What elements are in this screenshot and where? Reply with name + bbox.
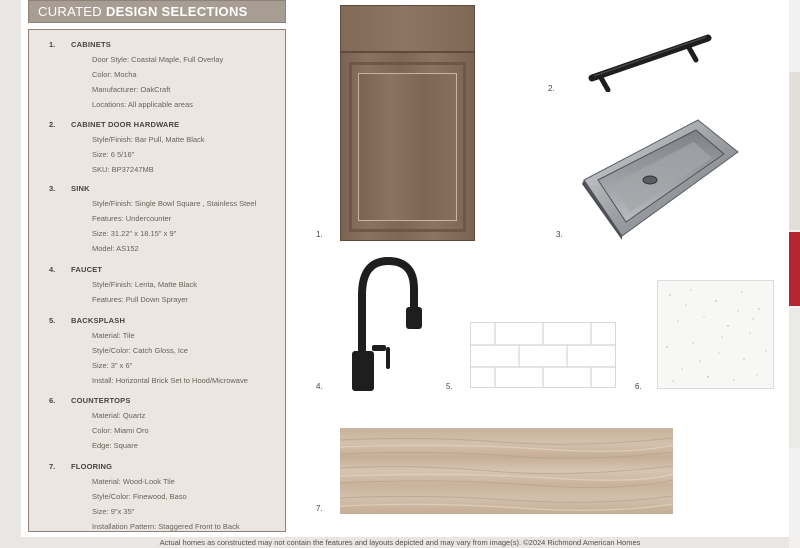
- section-detail: Door Style: Coastal Maple, Full Overlay: [92, 55, 224, 64]
- page-title-light: CURATED: [38, 4, 102, 19]
- adjacent-page-segment: [789, 72, 800, 230]
- cabinet-drawer-front: [341, 6, 474, 53]
- section-detail: Installation Pattern: Staggered Front to Back: [92, 522, 240, 531]
- section-detail: Locations: All applicable areas: [92, 100, 193, 109]
- section-detail: Style/Color: Finewood, Baso: [92, 492, 187, 501]
- section-number: 1.: [49, 40, 56, 49]
- section-number: 6.: [49, 396, 56, 405]
- cabinet-door-panel: [358, 73, 457, 221]
- section-title: CABINETS: [71, 40, 111, 49]
- image-label-backsplash: 5.: [446, 382, 453, 391]
- section-detail: Style/Finish: Lenta, Matte Black: [92, 280, 198, 289]
- section-number: 7.: [49, 462, 56, 471]
- section-number: 3.: [49, 184, 56, 193]
- adjacent-page-red-segment: [789, 232, 800, 306]
- page-title-bar: [28, 0, 286, 23]
- disclaimer-footer: Actual homes as constructed may not contain the features and layouts depicted and may vary from image(s). ©2024 Richmond American Homes: [159, 538, 641, 547]
- image-label-hardware: 2.: [548, 84, 555, 93]
- section-number: 5.: [49, 316, 56, 325]
- stainless-sink-image: [578, 118, 740, 240]
- wood-look-tile-image: [340, 428, 673, 514]
- section-detail: Style/Finish: Single Bowl Square , Stainless Steel: [92, 199, 257, 208]
- section-title: FLOORING: [71, 462, 113, 471]
- quartz-countertop-image: [657, 280, 774, 389]
- image-label-faucet: 4.: [316, 382, 323, 391]
- image-label-cabinet: 1.: [316, 230, 323, 239]
- wood-grain-pattern: [340, 428, 673, 514]
- page-title-bold: DESIGN SELECTIONS: [105, 4, 248, 19]
- section-detail: Manufacturer: OakCraft: [92, 85, 171, 94]
- section-detail: Material: Quartz: [92, 411, 146, 420]
- section-title: CABINET DOOR HARDWARE: [71, 120, 180, 129]
- section-detail: Style/Finish: Bar Pull, Matte Black: [92, 135, 205, 144]
- faucet-image: [340, 255, 435, 395]
- image-label-sink: 3.: [556, 230, 563, 239]
- backsplash-tile-image: [470, 322, 616, 388]
- section-detail: Material: Wood-Look Tile: [92, 477, 175, 486]
- section-detail: Color: Miami Oro: [92, 426, 149, 435]
- section-detail: SKU: BP37247MB: [92, 165, 154, 174]
- section-detail: Size: 31.22" x 18.15" x 9": [92, 229, 177, 238]
- cabinet-door-image: [340, 5, 475, 241]
- section-detail: Edge: Square: [92, 441, 138, 450]
- section-detail: Size: 6 5/16": [92, 150, 135, 159]
- section-detail: Size: 9"x 35": [92, 507, 135, 516]
- image-label-flooring: 7.: [316, 504, 323, 513]
- section-number: 2.: [49, 120, 56, 129]
- section-title: COUNTERTOPS: [71, 396, 131, 405]
- section-detail: Install: Horizontal Brick Set to Hood/Microwave: [92, 376, 248, 385]
- section-detail: Model: AS152: [92, 244, 139, 253]
- section-detail: Size: 3" x 6": [92, 361, 133, 370]
- section-detail: Style/Color: Catch Gloss, Ice: [92, 346, 188, 355]
- bar-pull-image: [580, 22, 715, 92]
- section-title: BACKSPLASH: [71, 316, 126, 325]
- quartz-speckle-pattern: [658, 281, 774, 389]
- adjacent-page-segment: [789, 308, 800, 448]
- section-detail: Color: Mocha: [92, 70, 137, 79]
- section-detail: Features: Undercounter: [92, 214, 172, 223]
- adjacent-page-edge: [789, 0, 800, 548]
- section-detail: Features: Pull Down Sprayer: [92, 295, 188, 304]
- section-number: 4.: [49, 265, 56, 274]
- selections-list-panel: [28, 29, 286, 532]
- section-title: FAUCET: [71, 265, 103, 274]
- image-label-countertop: 6.: [635, 382, 642, 391]
- section-detail: Material: Tile: [92, 331, 135, 340]
- subway-tile-pattern: [471, 323, 616, 388]
- section-title: SINK: [71, 184, 90, 193]
